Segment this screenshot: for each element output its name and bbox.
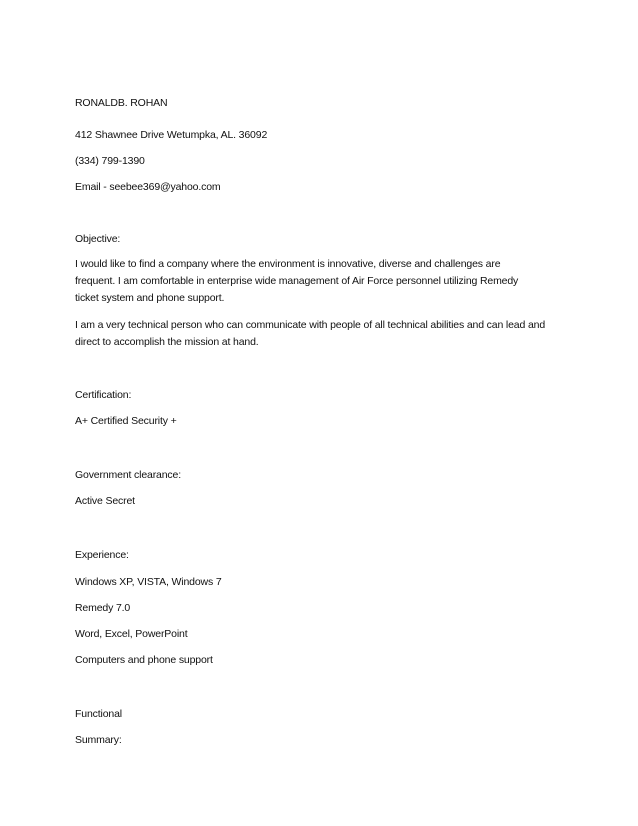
objective-paragraph-1-line: I would like to find a company where the environment is innovative, diverse and challenges are [75, 258, 501, 270]
functional-heading: Functional [75, 708, 122, 720]
experience-heading: Experience: [75, 549, 129, 561]
experience-item: Windows XP, VISTA, Windows 7 [75, 576, 222, 588]
certification-value: A+ Certified Security + [75, 415, 177, 427]
experience-item: Word, Excel, PowerPoint [75, 628, 188, 640]
clearance-value: Active Secret [75, 495, 135, 507]
applicant-name: RONALDB. ROHAN [75, 97, 168, 109]
objective-heading: Objective: [75, 233, 121, 245]
clearance-heading: Government clearance: [75, 469, 181, 481]
phone-number: (334) 799-1390 [75, 155, 145, 167]
objective-paragraph-1 [75, 256, 565, 307]
objective-paragraph-1-line: frequent. I am comfortable in enterprise wide management of Air Force personnel utilizing Remedy [75, 275, 519, 287]
objective-paragraph-2 [75, 317, 565, 351]
email-address: Email - seebee369@yahoo.com [75, 181, 221, 193]
objective-paragraph-2-line: I am a very technical person who can communicate with people of all technical abilities and can lead and [75, 319, 546, 331]
experience-item: Remedy 7.0 [75, 602, 131, 614]
experience-item: Computers and phone support [75, 654, 213, 666]
summary-heading: Summary: [75, 734, 122, 746]
objective-paragraph-1-line: ticket system and phone support. [75, 292, 225, 304]
objective-paragraph-2-line: direct to accomplish the mission at hand. [75, 336, 259, 348]
address: 412 Shawnee Drive Wetumpka, AL. 36092 [75, 129, 268, 141]
certification-heading: Certification: [75, 389, 132, 401]
